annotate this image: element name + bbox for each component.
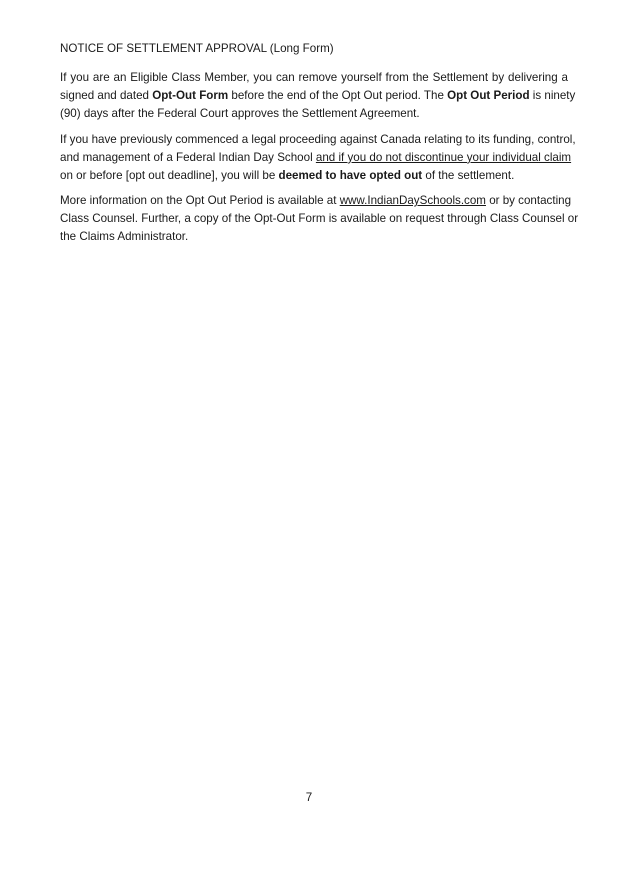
- deemed-opted-out-term: deemed to have opted out: [278, 168, 423, 182]
- text-span: or by contacting: [485, 194, 572, 207]
- text-span: and management of a Federal Indian Day School: [60, 150, 316, 164]
- paragraph-line: (90) days after the Federal Court approves the Settlement Agreement.: [60, 106, 420, 120]
- paragraph-opt-out-form: [60, 69, 576, 122]
- paragraph-line: If you are an Eligible Class Member, you can remove yourself from the Settlement by delivering a: [60, 71, 568, 84]
- paragraph-line: [60, 192, 572, 210]
- text-span: before the end of the Opt Out period. The: [228, 88, 448, 102]
- paragraph-line: If you have previously commenced a legal proceeding against Canada relating to its funding, control,: [60, 133, 576, 146]
- indian-day-schools-link[interactable]: www.IndianDaySchools.com: [339, 194, 486, 207]
- paragraph-line: Class Counsel. Further, a copy of the Opt-Out Form is available on request through Class Counsel or: [60, 211, 579, 225]
- text-span: of the settlement.: [422, 168, 515, 182]
- underlined-condition: and if you do not discontinue your individual claim: [315, 150, 572, 164]
- text-span: is ninety: [529, 88, 576, 102]
- paragraph-legal-proceeding: [60, 131, 576, 184]
- paragraph-line: [60, 87, 576, 105]
- paragraph-line: the Claims Administrator.: [60, 229, 189, 243]
- page-number: 7: [305, 791, 313, 804]
- opt-out-form-term: Opt-Out Form: [152, 88, 229, 102]
- paragraph-more-information: [60, 192, 579, 245]
- text-span: on or before [opt out deadline], you will be: [60, 168, 279, 182]
- paragraph-line: [60, 149, 572, 167]
- opt-out-period-term: Opt Out Period: [447, 88, 530, 102]
- text-span: signed and dated: [60, 88, 153, 102]
- page-heading: NOTICE OF SETTLEMENT APPROVAL (Long Form): [60, 42, 334, 55]
- paragraph-line: [60, 167, 568, 185]
- text-span: More information on the Opt Out Period is available at: [60, 194, 340, 207]
